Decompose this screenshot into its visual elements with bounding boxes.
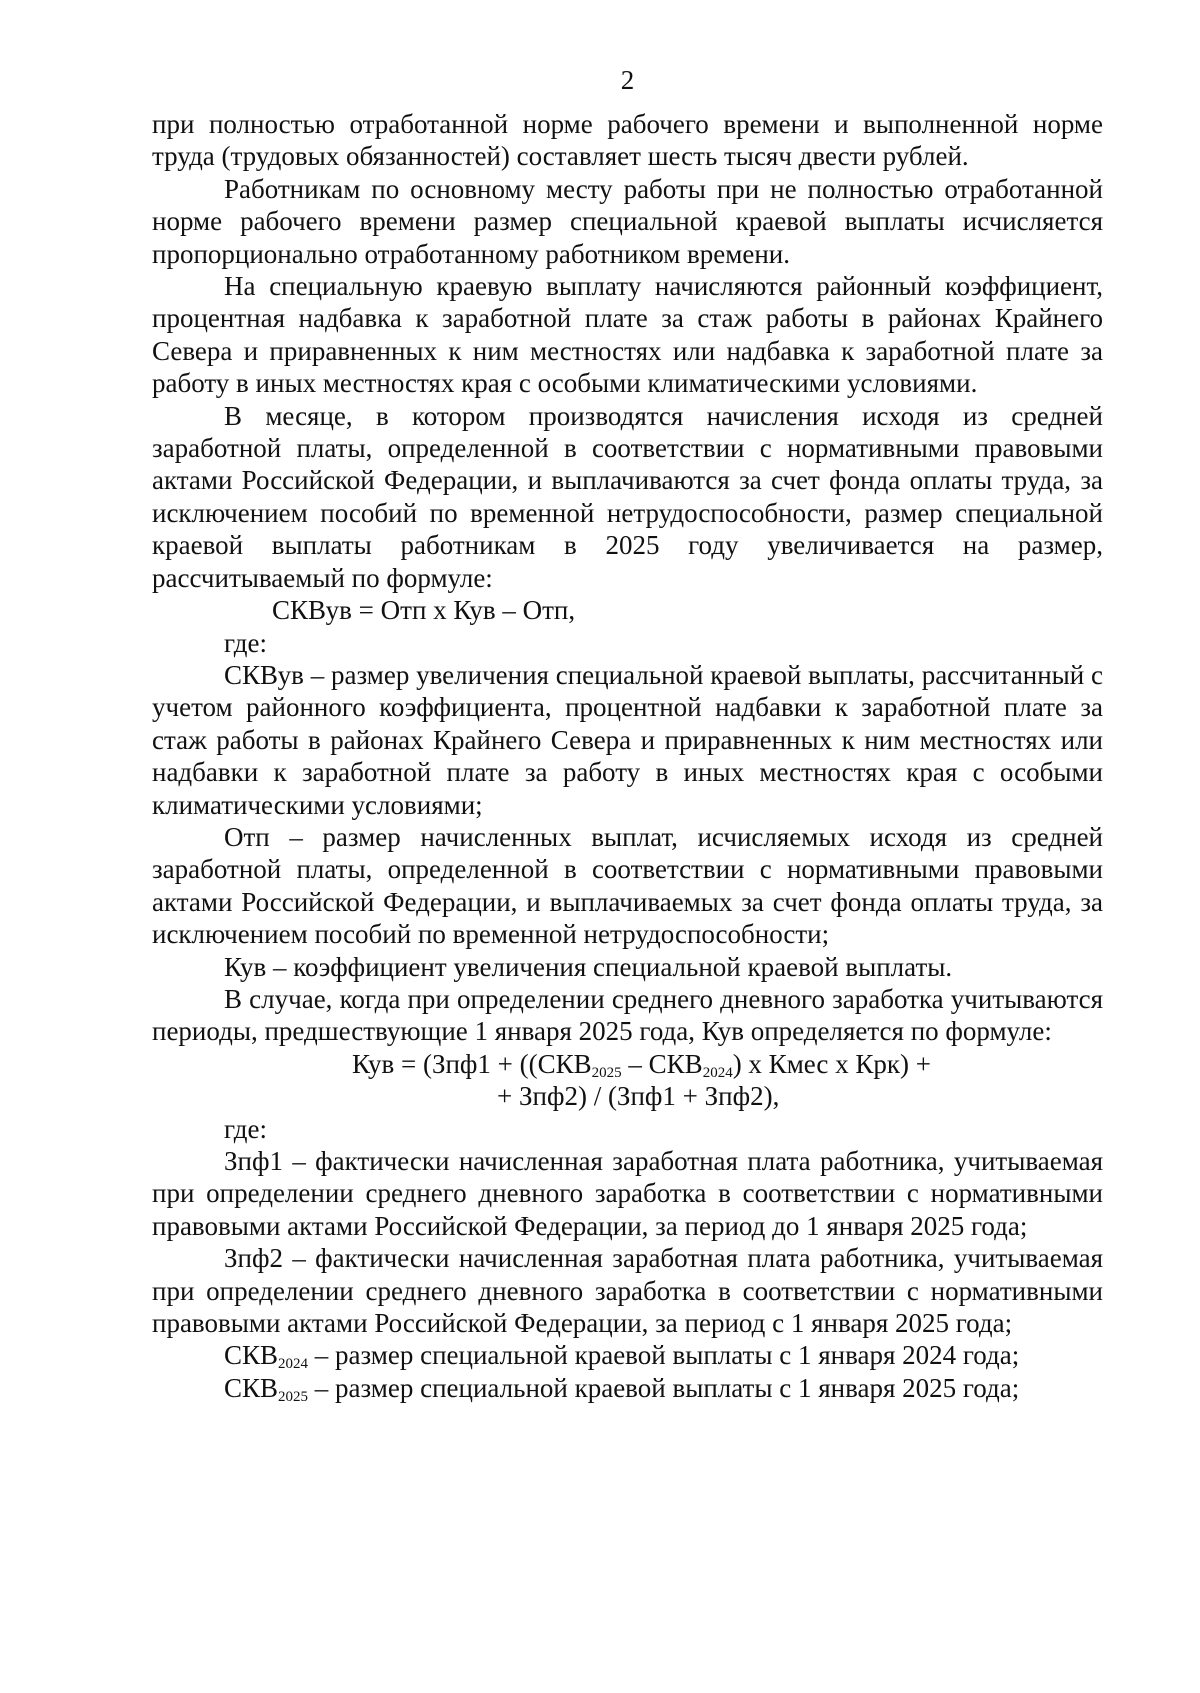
formula-skvuv: СКВув = Отп х Кув – Отп, [272,595,576,626]
definition-kuv: Кув – коэффициент увеличения специальной краевой выплаты. [224,951,953,982]
skv2025-prefix: СКВ [224,1372,279,1403]
formula-kuv-sub-a: 2025 [591,1064,622,1081]
paragraph-kuv-condition: В случае, когда при определении среднего дневного заработка учитываются периоды, предшествующие 1 января 2025 года, Кув определяется по формуле: [152,983,1103,1047]
definition-skv2025 [152,1372,1103,1404]
skv2024-prefix: СКВ [224,1340,279,1371]
definition-skvuv: СКВув – размер увеличения специальной краевой выплаты, рассчитанный с учетом районного коэффициента, процентной надбавки к заработной плате за стаж работы в районах Крайнего Севера и приравненных к ним местностях или надбавки к заработной плате за работу в иных местностях края с особыми климатическими условиями; [152,659,1103,820]
page-number: 2 [620,65,635,95]
paragraph-proportional-calc: Работникам по основному месту работы при не полностью отработанной норме рабочего времени размер специальной краевой выплаты исчисляется пропорционально отработанному работником времени. [152,173,1103,269]
formula-kuv-part-a: Кув = (Зпф1 + ((СКВ [352,1048,592,1079]
formula-kuv-line1 [152,1048,1103,1080]
where-label-2: где: [224,1113,267,1144]
paragraph-increase-2025: В месяце, в котором производятся начисления исходя из средней заработной платы, определенной в соответствии с нормативными правовыми актами Российской Федерации, и выплачиваются за счет фонда оплаты труда, за исключением пособий по временной нетрудоспособности, размер специальной краевой выплаты работникам в 2025 году увеличивается на размер, рассчитываемый по формуле: [152,400,1103,593]
skv2025-sub: 2025 [278,1388,309,1405]
skv2025-text: – размер специальной краевой выплаты с 1 января 2025 года; [308,1372,1020,1403]
document-body [152,108,1103,1404]
skv2024-sub: 2024 [278,1356,309,1373]
skv2024-text: – размер специальной краевой выплаты с 1 января 2024 года; [308,1340,1020,1371]
definition-zpf2: Зпф2 – фактически начисленная заработная плата работника, учитываемая при определении среднего дневного заработка в соответствии с нормативными правовыми актами Российской Федерации, за период с 1 января 2025 года; [152,1243,1103,1339]
paragraph-coefficients: На специальную краевую выплату начисляются районный коэффициент, процентная надбавка к заработной плате за стаж работы в районах Крайнего Севера и приравненных к ним местностях или надбавка к заработной плате за работу в иных местностях края с особыми климатическими условиями. [152,271,1103,399]
formula-kuv-line2: + Зпф2) / (Зпф1 + Зпф2), [497,1081,780,1112]
formula-kuv-part-b: – СКВ [621,1048,703,1079]
definition-zpf1: Зпф1 – фактически начисленная заработная плата работника, учитываемая при определении среднего дневного заработка в соответствии с нормативными правовыми актами Российской Федерации, за период до 1 января 2025 года; [152,1146,1103,1241]
paragraph-continuation: при полностью отработанной норме рабочего времени и выполненной норме труда (трудовых обязанностей) составляет шесть тысяч двести рублей. [152,109,1103,172]
formula-kuv-sub-b: 2024 [702,1064,733,1081]
formula-kuv-part-c: ) х Кмес х Крк) + [732,1048,932,1079]
where-label: где: [224,627,267,658]
definition-skv2024 [152,1339,1103,1371]
definition-otp: Отп – размер начисленных выплат, исчисляемых исходя из средней заработной платы, определенной в соответствии с нормативными правовыми актами Российской Федерации, и выплачиваемых за счет фонда оплаты труда, за исключением пособий по временной нетрудоспособности; [152,821,1103,950]
